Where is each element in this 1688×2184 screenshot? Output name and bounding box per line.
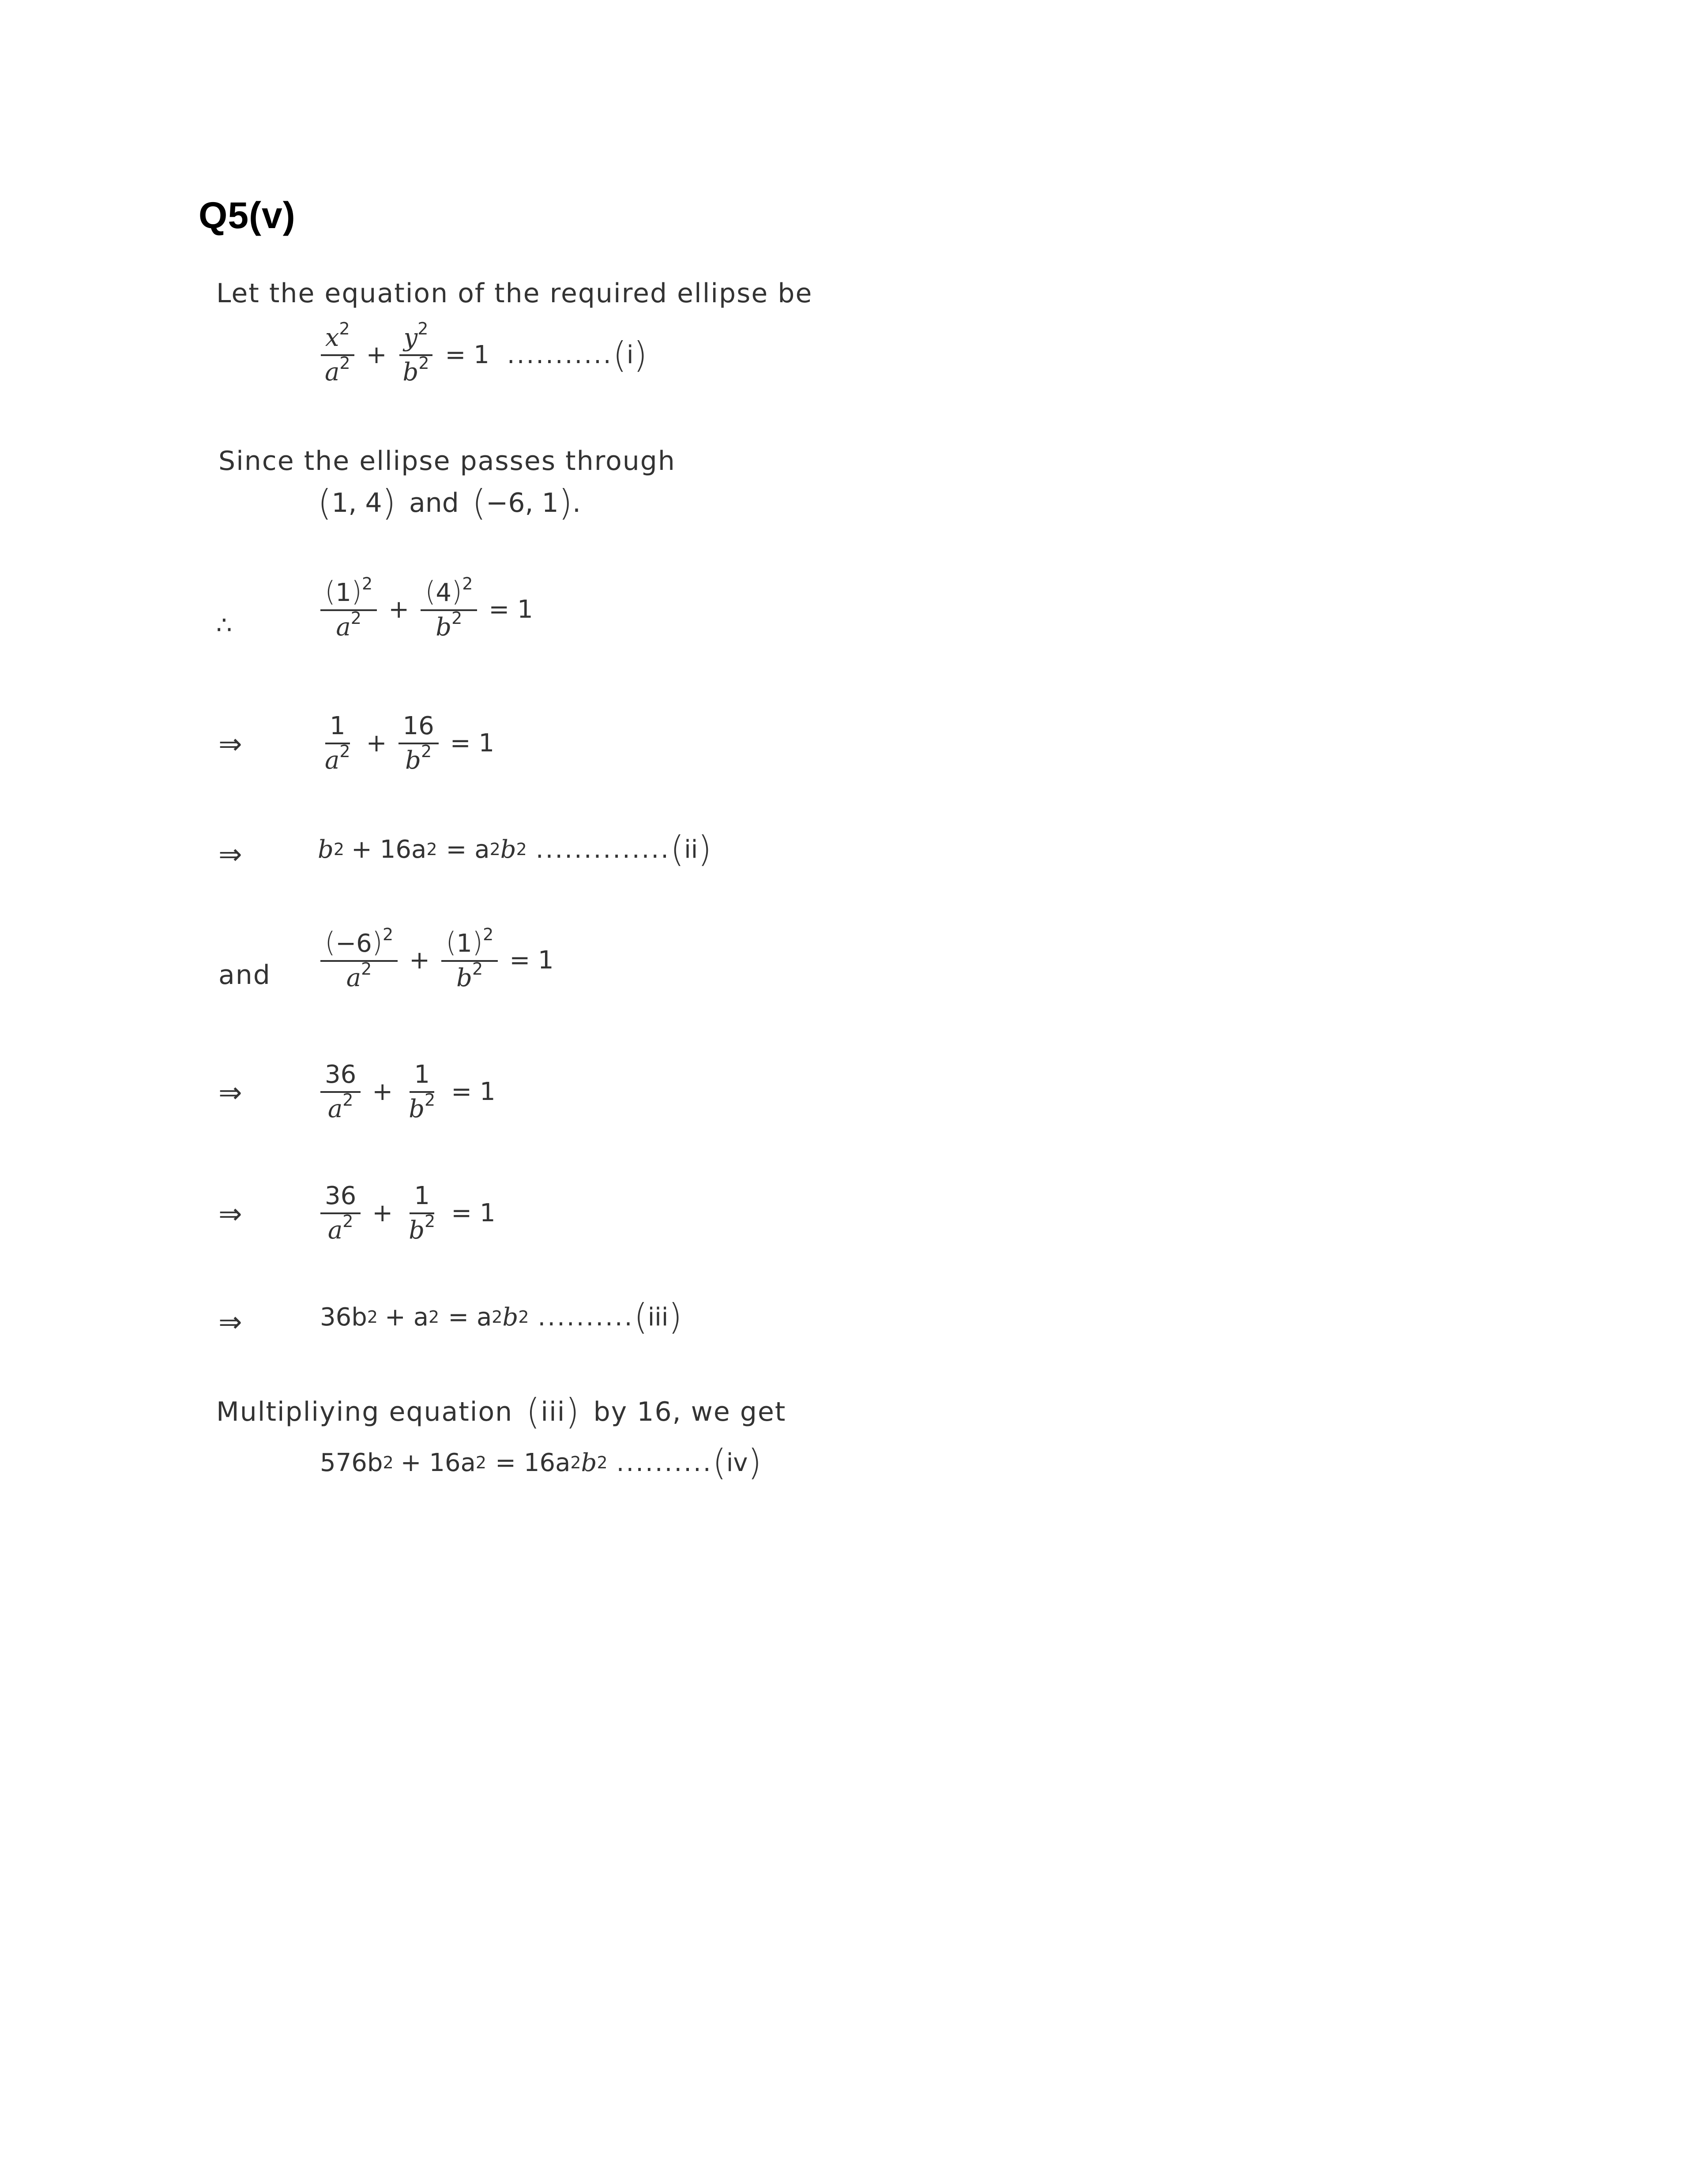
- equation-substitute-neg6-1: $\frac{(-6)^2}{a^2}$ + $\frac{(1)^2}{b^2}$ = 1: [318, 929, 563, 991]
- implies-symbol: ⇒: [218, 1077, 242, 1109]
- equation-substitute-1-4: $\frac{(1)^2}{a^2}$ + $\frac{(4)^2}{b^2}$ = 1: [318, 578, 542, 641]
- equation-iv: 576b 2 + 16a 2 = 16a 2 b 2 .......... ( iv ): [320, 1442, 762, 1483]
- equation-label-iv: iv: [726, 1448, 748, 1477]
- intro-text: Let the equation of the required ellipse be: [216, 278, 813, 309]
- equation-simplified-2: $\frac{36}{a^2}$ + $\frac{1}{b^2}$ = 1: [318, 1061, 504, 1122]
- equation-simplified-1: $\frac{1}{a^2}$ + $\frac{16}{b^2}$ = 1: [325, 712, 495, 775]
- equation-label-ref-iii: iii: [541, 1396, 566, 1427]
- since-text: Since the ellipse passes through: [218, 446, 676, 477]
- implies-symbol: ⇒: [218, 728, 242, 761]
- implies-symbol: ⇒: [218, 1198, 242, 1231]
- point-2: −6, 1: [486, 488, 559, 518]
- equation-label-ii: ii: [684, 835, 698, 864]
- equation-label-iii: iii: [647, 1302, 669, 1332]
- implies-symbol: ⇒: [218, 1306, 242, 1339]
- points-line: ( 1, 4 ) and ( −6, 1 ) .: [318, 482, 581, 523]
- implies-symbol: ⇒: [218, 838, 242, 871]
- equation-label-i: i: [626, 341, 634, 370]
- equation-i: $\frac{x^2}{a^2}$ + $\frac{y^2}{b^2}$ = 1 ........... ( i ): [318, 324, 647, 386]
- equation-simplified-3: $\frac{36}{a^2}$ + $\frac{1}{b^2}$ = 1: [318, 1182, 504, 1244]
- equation-ii: b 2 + 16a 2 = a 2 b 2 .............. ( ii ): [318, 829, 712, 870]
- question-heading: Q5(v): [199, 195, 296, 236]
- fraction-y2-b2: $\frac{y^2}{b^2}$: [399, 324, 434, 386]
- fraction-x2-a2: $\frac{x^2}{a^2}$: [320, 324, 355, 386]
- point-1: 1, 4: [331, 488, 382, 518]
- equation-iii: 36b 2 + a 2 = a 2 b 2 .......... ( iii ): [320, 1296, 682, 1337]
- and-word: and: [218, 960, 271, 991]
- multiply-text: Multipliying equation ( iii ) by 16, we get: [216, 1391, 786, 1432]
- therefore-symbol: ∴: [216, 611, 232, 640]
